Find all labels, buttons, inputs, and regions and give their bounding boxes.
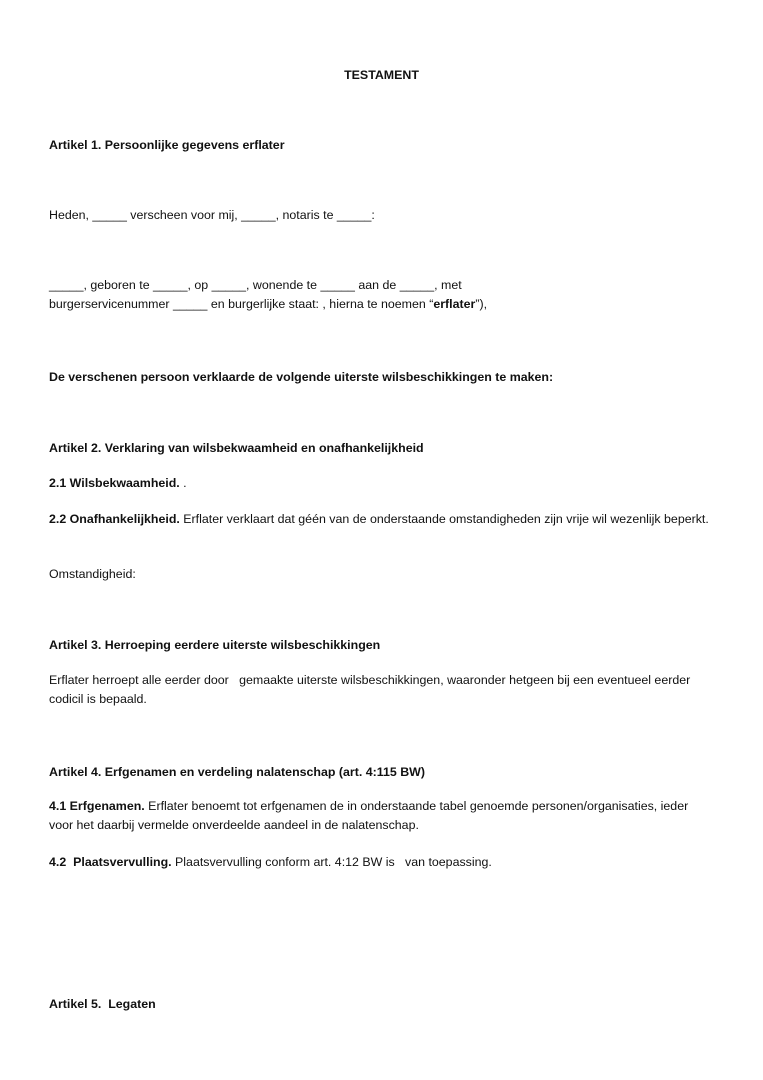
clause-4-1-label: 4.1 Erfgenamen.: [49, 799, 145, 813]
clause-4-2-text: Plaatsvervulling conform art. 4:12 BW is van toepassing.: [171, 855, 492, 869]
clause-2-2: [49, 510, 709, 529]
testator-term: erflater: [433, 297, 476, 311]
clause-2-2-label: 2.2 Onafhankelijkheid.: [49, 512, 180, 526]
revocation-text: Erflater herroept alle eerder door gemaakte uiterste wilsbeschikkingen, waaronder hetgeen bij een eventueel eerder codicil is bepaald.: [49, 673, 691, 706]
circumstance-label: Omstandigheid:: [49, 567, 136, 581]
article-3-heading: Artikel 3. Herroeping eerdere uiterste wilsbeschikkingen: [49, 638, 381, 652]
clause-2-1-text: .: [179, 476, 187, 490]
article-2-heading: Artikel 2. Verklaring van wilsbekwaamheid en onafhankelijkheid: [49, 441, 424, 455]
testator-details-text: _____, geboren te _____, op _____, wonende te _____ aan de _____, met burgerservicenummer _____ en burgerlijke staat: , hierna te noemen “: [49, 278, 462, 311]
clause-4-2: [49, 853, 709, 872]
document-title: TESTAMENT: [344, 68, 419, 82]
testator-details: [49, 276, 569, 314]
declaration-statement: De verschenen persoon verklaarde de volgende uiterste wilsbeschikkingen te maken:: [49, 370, 554, 384]
clause-2-1: [49, 474, 709, 493]
appearance-statement: Heden, _____ verscheen voor mij, _____, notaris te _____:: [49, 208, 375, 222]
clause-4-2-label: 4.2 Plaatsvervulling.: [49, 855, 172, 869]
clause-2-1-label: 2.1 Wilsbekwaamheid.: [49, 476, 180, 490]
article-5-heading: Artikel 5. Legaten: [49, 997, 156, 1011]
article-4-heading: Artikel 4. Erfgenamen en verdeling nalatenschap (art. 4:115 BW): [49, 765, 425, 779]
testator-details-close: ”),: [475, 297, 488, 311]
article-1-heading: Artikel 1. Persoonlijke gegevens erflater: [49, 138, 285, 152]
clause-2-2-text: Erflater verklaart dat géén van de onderstaande omstandigheden zijn vrije wil wezenlijk beperkt.: [179, 512, 709, 526]
clause-4-1: [49, 797, 709, 835]
clause-4-1-text: Erflater benoemt tot erfgenamen de in onderstaande tabel genoemde personen/organisaties, ieder voor het daarbij vermelde onverdeelde aandeel in de nalatenschap.: [49, 799, 689, 832]
